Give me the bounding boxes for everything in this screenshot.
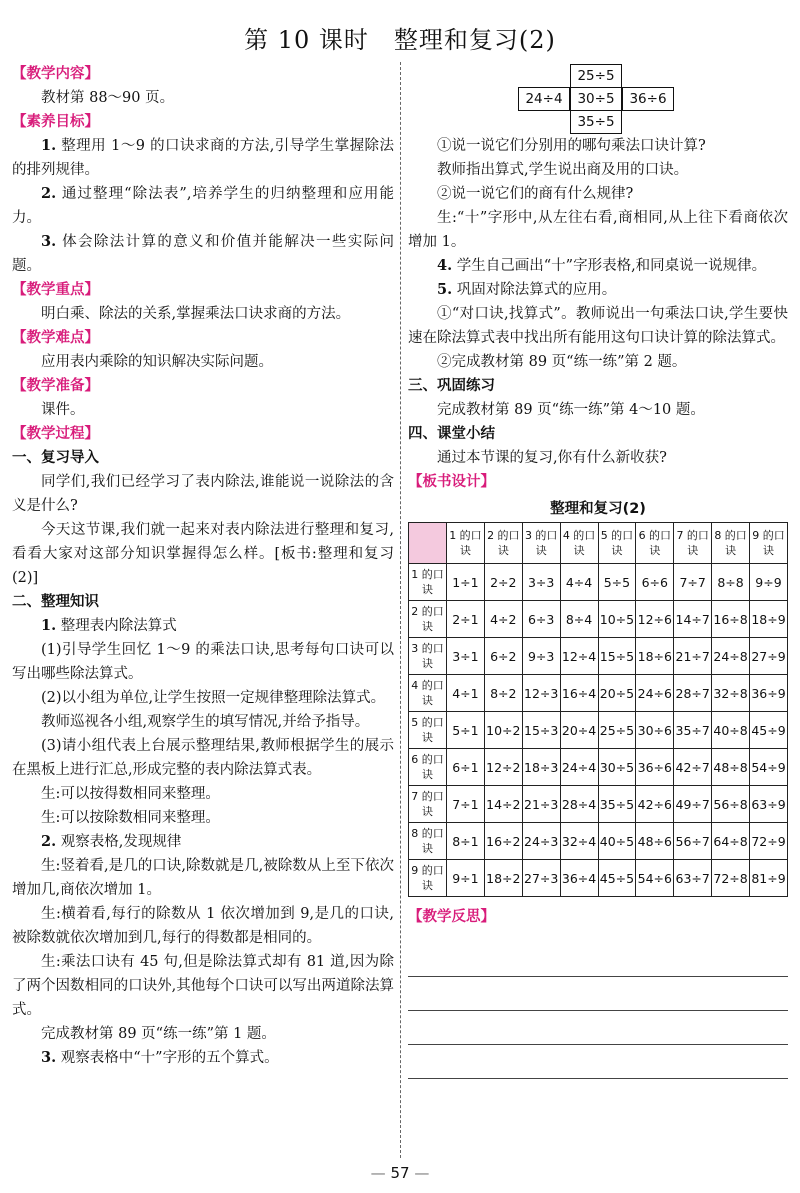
cross-cell-right: 36÷6: [622, 87, 674, 111]
goal-1: [12, 134, 394, 182]
table-cell: 8÷2: [484, 675, 522, 712]
step-number: 3.: [41, 1049, 57, 1066]
table-cell: 54÷9: [750, 749, 788, 786]
writing-line: [408, 1045, 788, 1079]
table-cell: 63÷9: [750, 786, 788, 823]
table-cell: 24÷6: [636, 675, 674, 712]
table-cell: 54÷6: [636, 860, 674, 897]
page-dash-left: —: [370, 1164, 386, 1182]
row-header: 4 的口诀: [409, 675, 447, 712]
step-text: 整理表内除法算式: [56, 618, 177, 634]
table-corner-cell: [409, 523, 447, 564]
paragraph: (1)引导学生回忆 1～9 的乘法口诀,思考每句口诀可以写出哪些除法算式。: [12, 642, 394, 682]
heading-organize: 二、整理知识: [12, 594, 99, 610]
row-header: 8 的口诀: [409, 823, 447, 860]
paragraph: 完成教材第 89 页“练一练”第 4～10 题。: [437, 402, 705, 418]
table-cell: 18÷6: [636, 638, 674, 675]
table-cell: 18÷9: [750, 601, 788, 638]
paragraph: 生:“十”字形中,从左往右看,商相同,从上往下看商依次增加 1。: [408, 210, 788, 250]
paragraph: ①“对口诀,找算式”。教师说出一句乘法口诀,学生要快速在除法算式表中找出所有能用这句口诀计算的除法算式。: [408, 306, 788, 346]
table-cell: 40÷5: [598, 823, 636, 860]
table-row: [409, 749, 788, 786]
table-row: [409, 786, 788, 823]
table-cell: 20÷5: [598, 675, 636, 712]
table-cell: 4÷1: [447, 675, 485, 712]
goal-text: 体会除法计算的意义和价值并能解决一些实际问题。: [12, 234, 394, 274]
table-cell: 8÷8: [712, 564, 750, 601]
heading-practice: 三、巩固练习: [408, 378, 495, 394]
col-header: 8 的口诀: [712, 523, 750, 564]
goal-text: 整理用 1～9 的口诀求商的方法,引导学生掌握除法的排列规律。: [12, 138, 394, 178]
table-cell: 24÷4: [560, 749, 598, 786]
table-cell: 36÷4: [560, 860, 598, 897]
section-teaching-content: 【教学内容】: [12, 66, 99, 82]
table-row: [409, 860, 788, 897]
table-cell: 24÷3: [522, 823, 560, 860]
table-cell: 6÷3: [522, 601, 560, 638]
table-cell: 7÷1: [447, 786, 485, 823]
page-number: [0, 1164, 800, 1182]
step-number: 5.: [437, 281, 453, 298]
table-cell: 63÷7: [674, 860, 712, 897]
table-row: [409, 638, 788, 675]
table-cell: 3÷1: [447, 638, 485, 675]
table-cell: 28÷4: [560, 786, 598, 823]
table-cell: 40÷8: [712, 712, 750, 749]
paragraph: 完成教材第 89 页“练一练”第 1 题。: [41, 1026, 276, 1042]
table-cell: 36÷6: [636, 749, 674, 786]
table-cell: 10÷2: [484, 712, 522, 749]
col-header: 7 的口诀: [674, 523, 712, 564]
table-cell: 18÷2: [484, 860, 522, 897]
table-cell: 12÷6: [636, 601, 674, 638]
paragraph: ②说一说它们的商有什么规律?: [437, 186, 634, 202]
table-cell: 2÷1: [447, 601, 485, 638]
row-header: 2 的口诀: [409, 601, 447, 638]
table-cell: 32÷4: [560, 823, 598, 860]
step-text: 观察表格中“十”字形的五个算式。: [56, 1050, 279, 1066]
table-cell: 6÷1: [447, 749, 485, 786]
cross-cell-left: 24÷4: [518, 87, 570, 111]
table-cell: 14÷2: [484, 786, 522, 823]
table-row: [409, 564, 788, 601]
table-cell: 35÷7: [674, 712, 712, 749]
left-column: [12, 62, 394, 1070]
table-header-row: [409, 523, 788, 564]
table-cell: 21÷3: [522, 786, 560, 823]
table-cell: 49÷7: [674, 786, 712, 823]
paragraph: 生:可以按除数相同来整理。: [41, 810, 220, 826]
paragraph: ①说一说它们分别用的哪句乘法口诀计算?: [437, 138, 706, 154]
step-2: [12, 830, 394, 854]
row-header: 9 的口诀: [409, 860, 447, 897]
table-cell: 9÷1: [447, 860, 485, 897]
col-header: 5 的口诀: [598, 523, 636, 564]
table-cell: 72÷8: [712, 860, 750, 897]
table-cell: 9÷3: [522, 638, 560, 675]
table-cell: 64÷8: [712, 823, 750, 860]
table-cell: 32÷8: [712, 675, 750, 712]
table-cell: 48÷8: [712, 749, 750, 786]
goal-number: 3.: [41, 233, 57, 250]
heading-summary: 四、课堂小结: [408, 426, 495, 442]
table-cell: 42÷6: [636, 786, 674, 823]
paragraph: 同学们,我们已经学习了表内除法,谁能说一说除法的含义是什么?: [12, 474, 394, 514]
row-header: 6 的口诀: [409, 749, 447, 786]
paragraph: 教师巡视各小组,观察学生的填写情况,并给予指导。: [41, 714, 370, 730]
row-header: 7 的口诀: [409, 786, 447, 823]
step-number: 2.: [41, 833, 57, 850]
table-cell: 56÷7: [674, 823, 712, 860]
step-number: 4.: [437, 257, 453, 274]
goal-number: 1.: [41, 137, 57, 154]
table-cell: 16÷4: [560, 675, 598, 712]
paragraph: 生:竖着看,是几的口诀,除数就是几,被除数从上至下依次增加几,商依次增加 1。: [12, 858, 394, 898]
paragraph: 今天这节课,我们就一起来对表内除法进行整理和复习,看看大家对这部分知识掌握得怎么样。[板书:整理和复习(2)]: [12, 522, 394, 586]
table-cell: 14÷7: [674, 601, 712, 638]
row-header: 5 的口诀: [409, 712, 447, 749]
table-cell: 8÷4: [560, 601, 598, 638]
table-cell: 4÷4: [560, 564, 598, 601]
table-cell: 20÷4: [560, 712, 598, 749]
table-cell: 5÷1: [447, 712, 485, 749]
writing-line: [408, 943, 788, 977]
col-header: 9 的口诀: [750, 523, 788, 564]
row-header: 1 的口诀: [409, 564, 447, 601]
section-goals: 【素养目标】: [12, 114, 99, 130]
table-cell: 24÷8: [712, 638, 750, 675]
division-table: [408, 522, 788, 897]
table-cell: 21÷7: [674, 638, 712, 675]
table-cell: 45÷5: [598, 860, 636, 897]
table-cell: 45÷9: [750, 712, 788, 749]
goal-text: 通过整理“除法表”,培养学生的归纳整理和应用能力。: [12, 186, 394, 226]
table-cell: 48÷6: [636, 823, 674, 860]
table-cell: 25÷5: [598, 712, 636, 749]
paragraph: 生:可以按得数相同来整理。: [41, 786, 220, 802]
step-3: [12, 1046, 394, 1070]
table-row: [409, 675, 788, 712]
table-cell: 12÷3: [522, 675, 560, 712]
reflection-lines: [408, 943, 788, 1079]
table-cell: 5÷5: [598, 564, 636, 601]
section-board-design: 【板书设计】: [408, 474, 495, 490]
table-cell: 12÷4: [560, 638, 598, 675]
paragraph: 明白乘、除法的关系,掌握乘法口诀求商的方法。: [41, 306, 351, 322]
page-title: 第 10 课时 整理和复习(2): [244, 26, 556, 54]
goal-2: [12, 182, 394, 230]
paragraph: 教师指出算式,学生说出商及用的口诀。: [437, 162, 689, 178]
table-cell: 35÷5: [598, 786, 636, 823]
row-header: 3 的口诀: [409, 638, 447, 675]
paragraph: 课件。: [41, 402, 85, 418]
goal-number: 2.: [41, 185, 57, 202]
step-5: [408, 278, 788, 302]
paragraph: ②完成教材第 89 页“练一练”第 2 题。: [437, 354, 687, 370]
table-cell: 30÷5: [598, 749, 636, 786]
table-body: [409, 564, 788, 897]
table-cell: 6÷2: [484, 638, 522, 675]
section-reflection: 【教学反思】: [408, 909, 495, 925]
table-cell: 30÷6: [636, 712, 674, 749]
table-cell: 56÷8: [712, 786, 750, 823]
col-header: 4 的口诀: [560, 523, 598, 564]
col-header: 1 的口诀: [447, 523, 485, 564]
section-process: 【教学过程】: [12, 426, 99, 442]
table-caption: 整理和复习(2): [550, 501, 646, 517]
goal-3: [12, 230, 394, 278]
paragraph: (3)请小组代表上台展示整理结果,教师根据学生的展示在黑板上进行汇总,形成完整的表内除法算式表。: [12, 738, 394, 778]
table-cell: 4÷2: [484, 601, 522, 638]
section-preparation: 【教学准备】: [12, 378, 99, 394]
table-cell: 28÷7: [674, 675, 712, 712]
paragraph: 通过本节课的复习,你有什么新收获?: [437, 450, 667, 466]
table-cell: 10÷5: [598, 601, 636, 638]
page-dash-right: —: [414, 1164, 430, 1182]
heading-review: 一、复习导入: [12, 450, 99, 466]
cross-cell-center: 30÷5: [570, 87, 622, 111]
table-cell: 36÷9: [750, 675, 788, 712]
cross-figure: [408, 62, 788, 132]
col-header: 6 的口诀: [636, 523, 674, 564]
table-cell: 2÷2: [484, 564, 522, 601]
table-cell: 81÷9: [750, 860, 788, 897]
table-row: [409, 712, 788, 749]
paragraph: 教材第 88～90 页。: [41, 90, 175, 106]
table-row: [409, 823, 788, 860]
table-cell: 6÷6: [636, 564, 674, 601]
step-1: [12, 614, 394, 638]
table-cell: 9÷9: [750, 564, 788, 601]
step-text: 观察表格,发现规律: [56, 834, 182, 850]
table-cell: 72÷9: [750, 823, 788, 860]
section-key-points: 【教学重点】: [12, 282, 99, 298]
cross-cell-bottom: 35÷5: [570, 110, 622, 134]
table-cell: 18÷3: [522, 749, 560, 786]
right-column: [408, 62, 788, 1079]
paragraph: 应用表内乘除的知识解决实际问题。: [41, 354, 273, 370]
table-cell: 15÷3: [522, 712, 560, 749]
paragraph: 生:横着看,每行的除数从 1 依次增加到 9,是几的口诀,被除数就依次增加到几,每行的得数都是相同的。: [12, 906, 394, 946]
col-header: 2 的口诀: [484, 523, 522, 564]
table-cell: 8÷1: [447, 823, 485, 860]
page-number-value: 57: [390, 1164, 410, 1182]
paragraph: (2)以小组为单位,让学生按照一定规律整理除法算式。: [41, 690, 386, 706]
col-header: 3 的口诀: [522, 523, 560, 564]
table-cell: 27÷3: [522, 860, 560, 897]
table-cell: 1÷1: [447, 564, 485, 601]
table-cell: 15÷5: [598, 638, 636, 675]
step-4: [408, 254, 788, 278]
step-text: 学生自己画出“十”字形表格,和同桌说一说规律。: [452, 258, 767, 274]
table-cell: 16÷8: [712, 601, 750, 638]
table-cell: 16÷2: [484, 823, 522, 860]
writing-line: [408, 977, 788, 1011]
step-number: 1.: [41, 617, 57, 634]
paragraph: 生:乘法口诀有 45 句,但是除法算式却有 81 道,因为除了两个因数相同的口诀外,其他每个口诀可以写出两道除法算式。: [12, 954, 394, 1018]
section-difficulties: 【教学难点】: [12, 330, 99, 346]
step-text: 巩固对除法算式的应用。: [452, 282, 617, 298]
table-cell: 12÷2: [484, 749, 522, 786]
table-cell: 7÷7: [674, 564, 712, 601]
cross-cell-top: 25÷5: [570, 64, 622, 88]
writing-line: [408, 1011, 788, 1045]
table-row: [409, 601, 788, 638]
table-cell: 27÷9: [750, 638, 788, 675]
table-cell: 3÷3: [522, 564, 560, 601]
table-cell: 42÷7: [674, 749, 712, 786]
column-divider: [400, 62, 401, 1158]
